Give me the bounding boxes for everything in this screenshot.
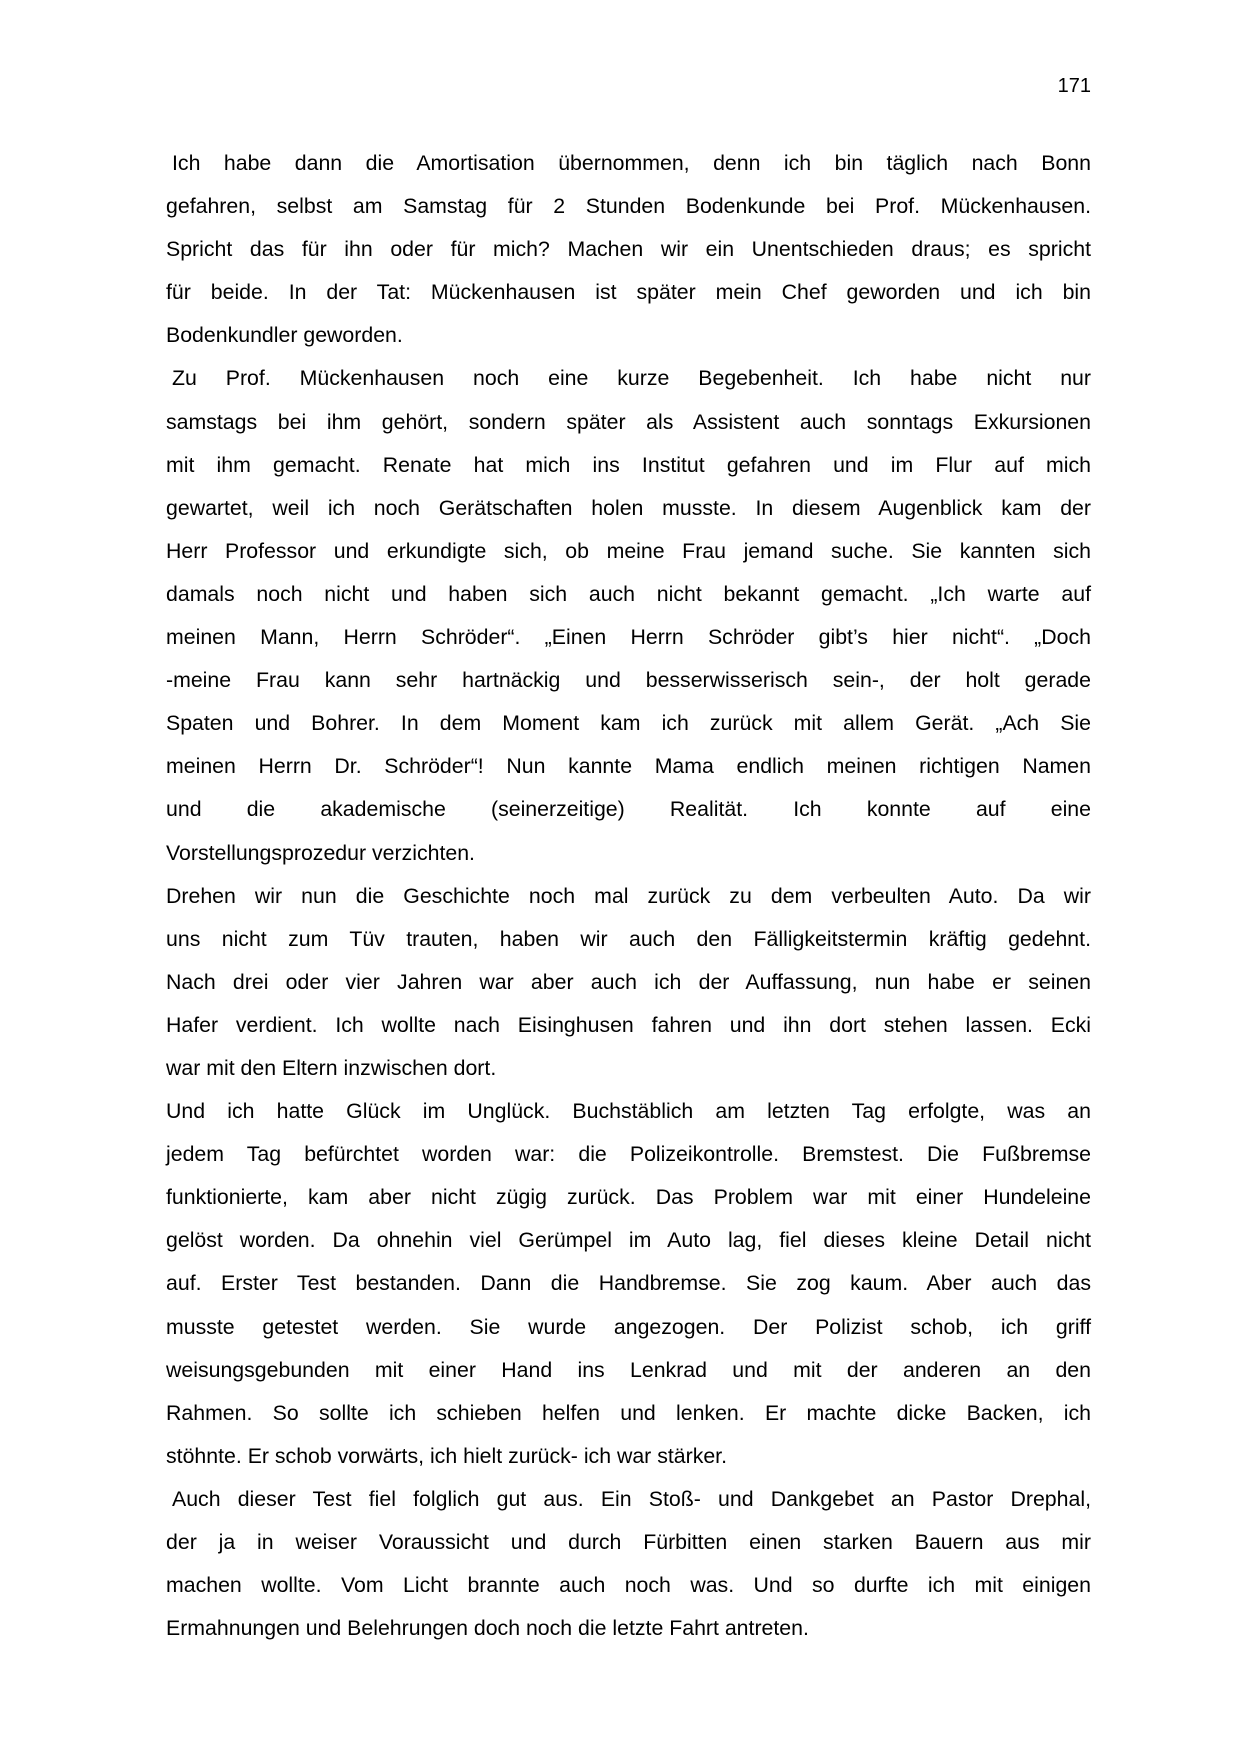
text-line: Rahmen. So sollte ich schieben helfen und lenken. Er machte dicke Backen, ich	[166, 1400, 1091, 1425]
paragraph	[166, 875, 1091, 1090]
text-line: weisungsgebunden mit einer Hand ins Lenkrad und mit der anderen an den	[166, 1357, 1091, 1382]
text-line: gewartet, weil ich noch Gerätschaften holen musste. In diesem Augenblick kam der	[166, 495, 1091, 520]
text-line: auf. Erster Test bestanden. Dann die Handbremse. Sie zog kaum. Aber auch das	[166, 1271, 1091, 1296]
text-line: gelöst worden. Da ohnehin viel Gerümpel im Auto lag, fiel dieses kleine Detail nicht	[166, 1228, 1091, 1253]
text-line: damals noch nicht und haben sich auch nicht bekannt gemacht. „Ich warte auf	[166, 581, 1091, 606]
text-line: für beide. In der Tat: Mückenhausen ist später mein Chef geworden und ich bin	[166, 280, 1091, 305]
text-line: funktionierte, kam aber nicht zügig zurück. Das Problem war mit einer Hundeleine	[166, 1185, 1091, 1210]
text-line: Und ich hatte Glück im Unglück. Buchstäblich am letzten Tag erfolgte, was an	[166, 1099, 1091, 1124]
text-line: samstags bei ihm gehört, sondern später als Assistent auch sonntags Exkursionen	[166, 409, 1091, 434]
text-line: war mit den Eltern inzwischen dort.	[166, 1055, 497, 1080]
text-line: Herr Professor und erkundigte sich, ob meine Frau jemand suche. Sie kannten sich	[166, 538, 1091, 563]
paragraph	[166, 1090, 1091, 1478]
text-line: musste getestet werden. Sie wurde angezogen. Der Polizist schob, ich griff	[166, 1314, 1091, 1339]
text-line: Bodenkundler geworden.	[166, 323, 403, 348]
paragraph	[166, 142, 1091, 357]
text-line: Ermahnungen und Belehrungen doch noch die letzte Fahrt antreten.	[166, 1616, 809, 1641]
text-line: -meine Frau kann sehr hartnäckig und besserwisserisch sein-, der holt gerade	[166, 668, 1091, 693]
paragraph	[166, 357, 1091, 874]
text-line: Hafer verdient. Ich wollte nach Eisinghusen fahren und ihn dort stehen lassen. Ecki	[166, 1012, 1091, 1037]
text-line: jedem Tag befürchtet worden war: die Polizeikontrolle. Bremstest. Die Fußbremse	[166, 1142, 1091, 1167]
text-line: gefahren, selbst am Samstag für 2 Stunden Bodenkunde bei Prof. Mückenhausen.	[166, 194, 1091, 219]
body-text	[166, 142, 1091, 1650]
text-line: Nach drei oder vier Jahren war aber auch ich der Auffassung, nun habe er seinen	[166, 969, 1091, 994]
text-line: machen wollte. Vom Licht brannte auch noch was. Und so durfte ich mit einigen	[166, 1573, 1091, 1598]
text-line: Drehen wir nun die Geschichte noch mal zurück zu dem verbeulten Auto. Da wir	[166, 883, 1091, 908]
text-line: und die akademische (seinerzeitige) Realität. Ich konnte auf eine	[166, 797, 1091, 822]
text-line: Spricht das für ihn oder für mich? Machen wir ein Unentschieden draus; es spricht	[166, 237, 1091, 262]
text-line: meinen Herrn Dr. Schröder“! Nun kannte Mama endlich meinen richtigen Namen	[166, 754, 1091, 779]
text-line: Spaten und Bohrer. In dem Moment kam ich zurück mit allem Gerät. „Ach Sie	[166, 711, 1091, 736]
page-number: 171	[1057, 75, 1091, 97]
paragraph	[166, 1478, 1091, 1650]
text-line: Vorstellungsprozedur verzichten.	[166, 840, 475, 865]
text-line: der ja in weiser Voraussicht und durch Fürbitten einen starken Bauern aus mir	[166, 1530, 1091, 1554]
text-line: Auch dieser Test fiel folglich gut aus. Ein Stoß- und Dankgebet an Pastor Drephal,	[172, 1486, 1091, 1511]
text-line: Ich habe dann die Amortisation übernommen, denn ich bin täglich nach Bonn	[172, 151, 1091, 175]
text-line: meinen Mann, Herrn Schröder“. „Einen Herrn Schröder gibt’s hier nicht“. „Doch	[166, 625, 1091, 650]
text-line: mit ihm gemacht. Renate hat mich ins Institut gefahren und im Flur auf mich	[166, 452, 1091, 477]
text-line: stöhnte. Er schob vorwärts, ich hielt zurück- ich war stärker.	[166, 1443, 728, 1468]
text-line: uns nicht zum Tüv trauten, haben wir auch den Fälligkeitstermin kräftig gedehnt.	[166, 926, 1091, 951]
text-line: Zu Prof. Mückenhausen noch eine kurze Begebenheit. Ich habe nicht nur	[172, 366, 1091, 391]
